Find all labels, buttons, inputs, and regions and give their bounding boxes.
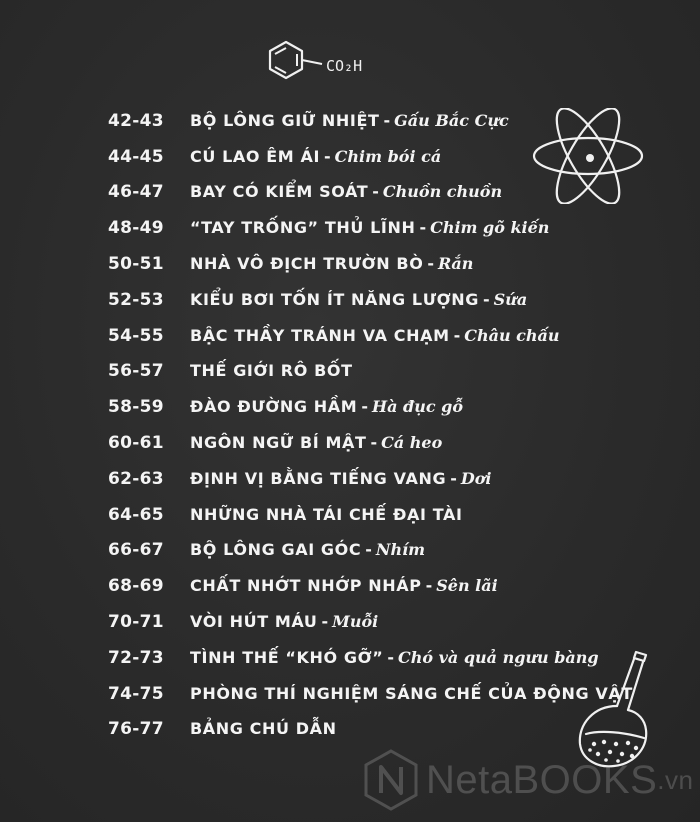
benzoic-acid-doodle — [266, 38, 378, 84]
page-range: 62-63 — [108, 468, 164, 489]
page-range: 60-61 — [108, 433, 164, 454]
netabooks-logo-icon — [364, 749, 418, 811]
chapter-title: NGÔN NGỮ BÍ MẬT — [190, 433, 367, 453]
separator: - — [387, 647, 394, 667]
toc-entry — [108, 425, 668, 461]
toc-entry — [108, 533, 668, 569]
chapter-title: BỘ LÔNG GAI GÓC — [190, 540, 362, 560]
page-range: 74-75 — [108, 683, 164, 704]
chapter-title: CHẤT NHỚT NHỚP NHÁP — [190, 576, 422, 596]
page-range: 68-69 — [108, 576, 164, 597]
chapter-title: BẢNG CHÚ DẪN — [190, 719, 337, 739]
separator: - — [370, 433, 378, 453]
toc-entry — [108, 210, 668, 246]
separator: - — [372, 182, 379, 202]
page-range: 54-55 — [108, 325, 164, 346]
watermark-suffix: .vn — [657, 764, 694, 795]
animal-name: Muỗi — [332, 612, 379, 632]
watermark-brand: NetaBOOKS — [426, 757, 658, 802]
page-range: 46-47 — [108, 182, 164, 203]
toc-entry — [108, 246, 668, 282]
separator: - — [324, 146, 331, 166]
animal-name: Cá heo — [381, 433, 443, 453]
chapter-title: VÒI HÚT MÁU — [190, 612, 318, 632]
toc-entry — [108, 497, 668, 533]
benzene-label: CO₂H — [326, 57, 363, 75]
separator: - — [361, 397, 368, 417]
separator: - — [365, 540, 372, 560]
page-range: 64-65 — [108, 504, 164, 525]
toc-entry — [108, 389, 668, 425]
page-range: 50-51 — [108, 254, 164, 275]
animal-name: Châu chấu — [464, 325, 560, 345]
chapter-title: ĐÀO ĐƯỜNG HẦM — [190, 397, 358, 417]
separator: - — [450, 468, 457, 488]
toc-entry — [108, 282, 668, 318]
animal-name: Nhím — [375, 540, 426, 560]
netabooks-watermark — [364, 748, 694, 812]
toc-entry — [108, 354, 668, 390]
toc-entry — [108, 461, 668, 497]
toc-entry — [108, 568, 668, 604]
separator: - — [427, 254, 435, 274]
chapter-title: NHỮNG NHÀ TÁI CHẾ ĐẠI TÀI — [190, 504, 463, 524]
separator: - — [453, 325, 461, 345]
toc-entry — [108, 175, 668, 211]
page-range: 70-71 — [108, 612, 164, 633]
separator: - — [482, 289, 490, 309]
toc-entry — [108, 139, 668, 175]
chapter-title: ĐỊNH VỊ BẰNG TIẾNG VANG — [190, 468, 447, 488]
animal-name: Hà đục gỗ — [371, 397, 463, 417]
separator: - — [383, 110, 391, 130]
page-range: 42-43 — [108, 110, 164, 131]
animal-name: Chuồn chuồn — [382, 182, 503, 202]
separator: - — [419, 218, 427, 238]
chapter-title: CÚ LAO ÊM ÁI — [190, 146, 321, 166]
animal-name: Sên lãi — [436, 576, 498, 596]
page-range: 66-67 — [108, 540, 164, 561]
animal-name: Dơi — [460, 468, 492, 488]
toc-entry — [108, 318, 668, 354]
animal-name: Sứa — [493, 289, 528, 309]
chapter-title: BỘ LÔNG GIỮ NHIỆT — [190, 110, 380, 130]
separator: - — [321, 612, 329, 632]
chapter-title: “TAY TRỐNG” THỦ LĨNH — [190, 218, 416, 238]
animal-name: Gấu Bắc Cực — [394, 110, 509, 130]
chapter-title: PHÒNG THÍ NGHIỆM SÁNG CHẾ CỦA ĐỘNG VẬT — [190, 683, 633, 703]
toc-entry — [108, 604, 668, 640]
animal-name: Rắn — [438, 254, 474, 274]
animal-name: Chim bói cá — [334, 146, 442, 166]
page-range: 76-77 — [108, 719, 164, 740]
chapter-title: BẬC THẦY TRÁNH VA CHẠM — [190, 325, 450, 345]
page-range: 72-73 — [108, 647, 164, 668]
chapter-title: NHÀ VÔ ĐỊCH TRƯỜN BÒ — [190, 254, 424, 274]
page-range: 52-53 — [108, 289, 164, 310]
animal-name: Chim gõ kiến — [430, 218, 550, 238]
page-range: 56-57 — [108, 361, 164, 382]
chapter-title: TÌNH THẾ “KHÓ GỠ” — [190, 647, 384, 667]
animal-name: Chó và quả ngưu bàng — [397, 647, 599, 667]
page-range: 48-49 — [108, 218, 164, 239]
toc-entry — [108, 103, 668, 139]
chapter-title: THẾ GIỚI RÔ BỐT — [190, 361, 353, 381]
chapter-title: BAY CÓ KIỂM SOÁT — [190, 182, 369, 202]
page-range: 58-59 — [108, 397, 164, 418]
separator: - — [425, 576, 433, 596]
page-range: 44-45 — [108, 146, 164, 167]
chapter-title: KIỂU BƠI TỐN ÍT NĂNG LƯỢNG — [190, 289, 479, 309]
